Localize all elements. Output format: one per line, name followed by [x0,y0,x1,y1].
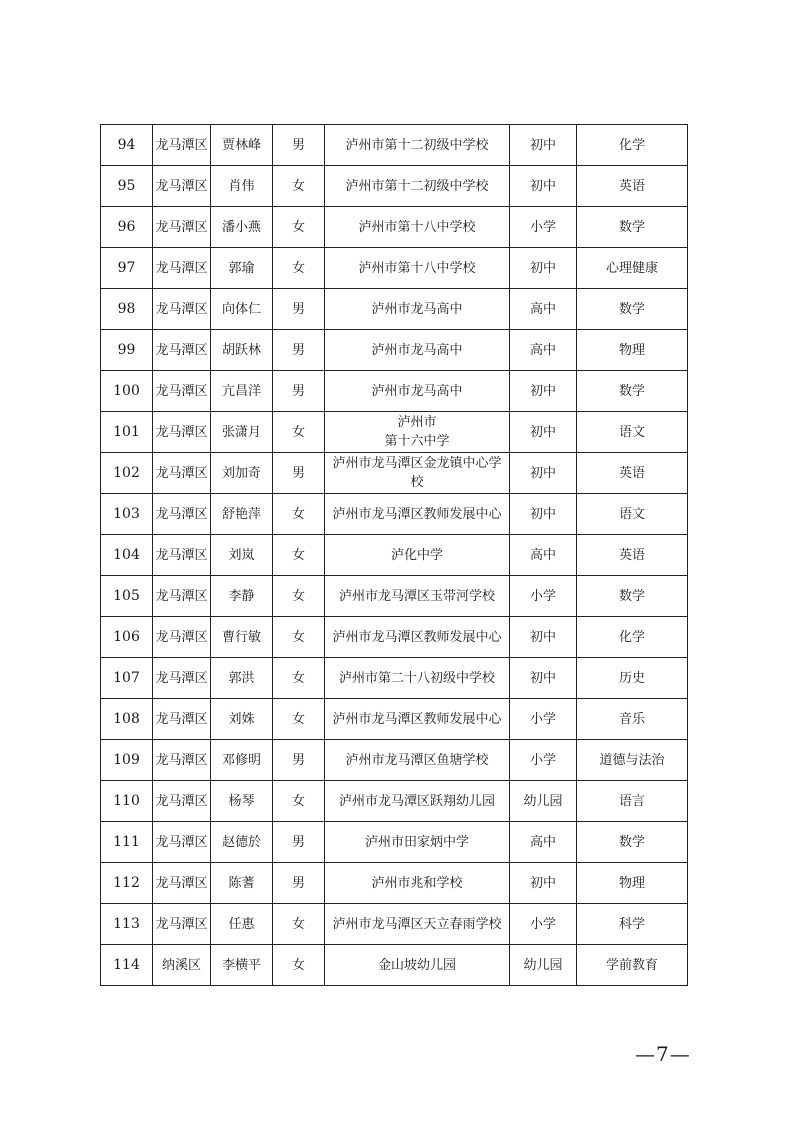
school-cell: 泸州市龙马高中 [325,371,510,412]
row-number-cell: 111 [101,822,153,863]
school-cell: 泸州市田家炳中学 [325,822,510,863]
subject-cell: 语文 [577,494,688,535]
district-cell: 龙马潭区 [153,740,211,781]
teacher-name-cell: 郭洪 [211,658,273,699]
table-row [101,453,688,494]
gender-cell: 女 [273,248,325,289]
table-row [101,740,688,781]
school-cell: 泸州市 第十六中学 [325,412,510,453]
school-level-cell: 高中 [510,289,577,330]
school-cell: 泸州市第十二初级中学校 [325,125,510,166]
subject-cell: 物理 [577,330,688,371]
subject-cell: 数学 [577,289,688,330]
school-cell: 泸州市龙马潭区教师发展中心 [325,617,510,658]
table-row [101,699,688,740]
school-level-cell: 初中 [510,412,577,453]
gender-cell: 男 [273,453,325,494]
school-level-cell: 小学 [510,576,577,617]
subject-cell: 数学 [577,822,688,863]
school-level-cell: 初中 [510,658,577,699]
teacher-name-cell: 曹行敏 [211,617,273,658]
row-number-cell: 103 [101,494,153,535]
table-row [101,166,688,207]
gender-cell: 女 [273,658,325,699]
school-cell: 泸州市龙马潭区教师发展中心 [325,494,510,535]
teacher-name-cell: 刘岚 [211,535,273,576]
row-number-cell: 99 [101,330,153,371]
teacher-name-cell: 刘姝 [211,699,273,740]
row-number-cell: 108 [101,699,153,740]
district-cell: 龙马潭区 [153,863,211,904]
teacher-name-cell: 杨琴 [211,781,273,822]
teacher-name-cell: 亢昌洋 [211,371,273,412]
school-level-cell: 小学 [510,699,577,740]
teacher-name-cell: 任惠 [211,904,273,945]
school-cell: 泸州市龙马潭区教师发展中心 [325,699,510,740]
district-cell: 龙马潭区 [153,781,211,822]
subject-cell: 英语 [577,166,688,207]
district-cell: 龙马潭区 [153,904,211,945]
district-cell: 龙马潭区 [153,125,211,166]
row-number-cell: 101 [101,412,153,453]
row-number-cell: 112 [101,863,153,904]
district-cell: 龙马潭区 [153,330,211,371]
subject-cell: 学前教育 [577,945,688,986]
district-cell: 纳溪区 [153,945,211,986]
teacher-name-cell: 肖伟 [211,166,273,207]
teacher-name-cell: 贾林峰 [211,125,273,166]
subject-cell: 语文 [577,412,688,453]
table-row [101,658,688,699]
subject-cell: 科学 [577,904,688,945]
school-cell: 泸州市龙马潭区鱼塘学校 [325,740,510,781]
gender-cell: 女 [273,494,325,535]
gender-cell: 女 [273,617,325,658]
row-number-cell: 97 [101,248,153,289]
school-level-cell: 高中 [510,535,577,576]
school-cell: 泸州市第十八中学校 [325,248,510,289]
gender-cell: 男 [273,125,325,166]
gender-cell: 女 [273,945,325,986]
gender-cell: 男 [273,863,325,904]
teacher-name-cell: 李静 [211,576,273,617]
district-cell: 龙马潭区 [153,248,211,289]
teacher-roster-table [100,124,688,986]
district-cell: 龙马潭区 [153,822,211,863]
subject-cell: 心理健康 [577,248,688,289]
subject-cell: 物理 [577,863,688,904]
teacher-name-cell: 李横平 [211,945,273,986]
table-row [101,822,688,863]
teacher-name-cell: 赵德於 [211,822,273,863]
gender-cell: 女 [273,207,325,248]
gender-cell: 女 [273,781,325,822]
row-number-cell: 94 [101,125,153,166]
district-cell: 龙马潭区 [153,371,211,412]
row-number-cell: 114 [101,945,153,986]
subject-cell: 英语 [577,453,688,494]
district-cell: 龙马潭区 [153,535,211,576]
district-cell: 龙马潭区 [153,617,211,658]
table-row [101,781,688,822]
district-cell: 龙马潭区 [153,207,211,248]
gender-cell: 女 [273,576,325,617]
teacher-name-cell: 刘加奇 [211,453,273,494]
school-cell: 金山坡幼儿园 [325,945,510,986]
district-cell: 龙马潭区 [153,658,211,699]
row-number-cell: 113 [101,904,153,945]
school-cell: 泸化中学 [325,535,510,576]
school-level-cell: 初中 [510,494,577,535]
district-cell: 龙马潭区 [153,494,211,535]
subject-cell: 数学 [577,207,688,248]
teacher-name-cell: 向体仁 [211,289,273,330]
subject-cell: 历史 [577,658,688,699]
row-number-cell: 100 [101,371,153,412]
table-row [101,945,688,986]
table-row [101,330,688,371]
gender-cell: 女 [273,412,325,453]
subject-cell: 化学 [577,125,688,166]
gender-cell: 男 [273,822,325,863]
row-number-cell: 96 [101,207,153,248]
school-cell: 泸州市龙马高中 [325,330,510,371]
table-row [101,535,688,576]
roster-body [101,125,688,986]
table-row [101,494,688,535]
teacher-name-cell: 潘小燕 [211,207,273,248]
district-cell: 龙马潭区 [153,166,211,207]
school-cell: 泸州市龙马潭区天立春雨学校 [325,904,510,945]
gender-cell: 女 [273,699,325,740]
table-row [101,371,688,412]
school-level-cell: 初中 [510,248,577,289]
table-row [101,576,688,617]
table-row [101,289,688,330]
gender-cell: 女 [273,535,325,576]
table-row [101,412,688,453]
school-level-cell: 初中 [510,863,577,904]
district-cell: 龙马潭区 [153,289,211,330]
school-level-cell: 初中 [510,166,577,207]
teacher-name-cell: 舒艳萍 [211,494,273,535]
subject-cell: 化学 [577,617,688,658]
table-row [101,904,688,945]
table-row [101,617,688,658]
teacher-name-cell: 陈蓍 [211,863,273,904]
school-level-cell: 初中 [510,453,577,494]
school-cell: 泸州市第十八中学校 [325,207,510,248]
row-number-cell: 95 [101,166,153,207]
school-cell: 泸州市龙马潭区金龙镇中心学校 [325,453,510,494]
page-number: —7— [635,1042,691,1066]
school-cell: 泸州市第十二初级中学校 [325,166,510,207]
subject-cell: 英语 [577,535,688,576]
school-level-cell: 高中 [510,330,577,371]
gender-cell: 女 [273,904,325,945]
teacher-name-cell: 郭瑜 [211,248,273,289]
school-cell: 泸州市兆和学校 [325,863,510,904]
row-number-cell: 106 [101,617,153,658]
gender-cell: 男 [273,371,325,412]
row-number-cell: 107 [101,658,153,699]
school-level-cell: 初中 [510,125,577,166]
school-level-cell: 小学 [510,740,577,781]
row-number-cell: 109 [101,740,153,781]
school-level-cell: 小学 [510,904,577,945]
gender-cell: 男 [273,740,325,781]
subject-cell: 数学 [577,576,688,617]
row-number-cell: 102 [101,453,153,494]
gender-cell: 男 [273,289,325,330]
school-level-cell: 幼儿园 [510,781,577,822]
teacher-name-cell: 邓修明 [211,740,273,781]
district-cell: 龙马潭区 [153,576,211,617]
row-number-cell: 110 [101,781,153,822]
subject-cell: 道德与法治 [577,740,688,781]
subject-cell: 音乐 [577,699,688,740]
school-level-cell: 幼儿园 [510,945,577,986]
teacher-name-cell: 张潇月 [211,412,273,453]
school-cell: 泸州市龙马潭区跃翔幼儿园 [325,781,510,822]
table-row [101,207,688,248]
gender-cell: 男 [273,330,325,371]
table-row [101,863,688,904]
table-row [101,248,688,289]
district-cell: 龙马潭区 [153,699,211,740]
school-cell: 泸州市龙马潭区玉带河学校 [325,576,510,617]
school-level-cell: 小学 [510,207,577,248]
teacher-name-cell: 胡跃林 [211,330,273,371]
subject-cell: 数学 [577,371,688,412]
table-row [101,125,688,166]
gender-cell: 女 [273,166,325,207]
school-cell: 泸州市龙马高中 [325,289,510,330]
school-level-cell: 高中 [510,822,577,863]
school-cell: 泸州市第二十八初级中学校 [325,658,510,699]
subject-cell: 语言 [577,781,688,822]
row-number-cell: 104 [101,535,153,576]
school-level-cell: 初中 [510,371,577,412]
row-number-cell: 105 [101,576,153,617]
district-cell: 龙马潭区 [153,453,211,494]
school-level-cell: 初中 [510,617,577,658]
row-number-cell: 98 [101,289,153,330]
district-cell: 龙马潭区 [153,412,211,453]
